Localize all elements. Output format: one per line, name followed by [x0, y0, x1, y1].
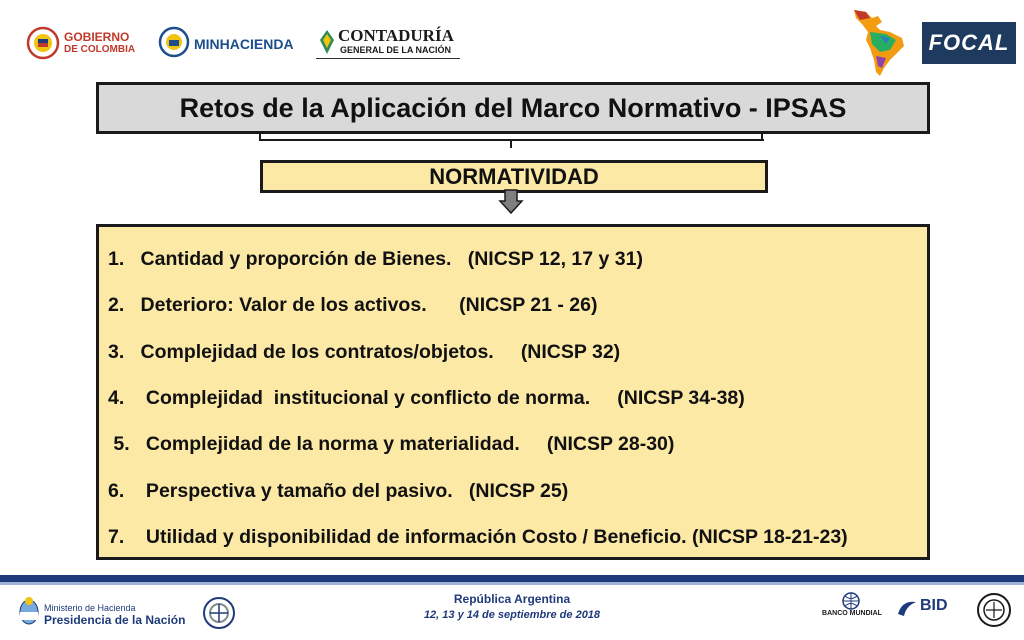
bid-mark-icon	[896, 598, 918, 623]
banco-mundial-label: BANCO MUNDIAL	[822, 610, 882, 617]
list-item: 1. Cantidad y proporción de Bienes. (NICSP 12, 17 y 31)	[108, 248, 643, 270]
footer-band-light	[0, 582, 1024, 585]
list-item: 3. Complejidad de los contratos/objetos. (NICSP 32)	[108, 341, 621, 363]
minhacienda-seal-icon	[158, 26, 190, 63]
contaduria-label: CONTADURÍA	[338, 26, 454, 45]
list-item: 7. Utilidad y disponibilidad de información Costo / Beneficio. (NICSP 18-21-23)	[108, 526, 848, 548]
imf-seal-icon	[976, 592, 1012, 633]
general-nacion-label: GENERAL DE LA NACIÓN	[340, 45, 452, 55]
presidencia-nacion-label: Presidencia de la Nación	[44, 613, 186, 627]
contaduria-mark-icon	[318, 28, 336, 61]
section-header: NORMATIVIDAD	[429, 163, 599, 189]
footer-band	[0, 575, 1024, 582]
minhacienda-label: MINHACIENDA	[194, 36, 294, 52]
gobierno-label: GOBIERNO	[64, 30, 130, 44]
bracket-connector	[258, 132, 764, 157]
footer-country: República Argentina	[453, 592, 571, 606]
list-item: 6. Perspectiva y tamaño del pasivo. (NICSP 25)	[108, 480, 569, 502]
footer-dates: 12, 13 y 14 de septiembre de 2018	[423, 609, 601, 621]
bid-label: BID	[920, 597, 948, 614]
list-item: 2. Deterioro: Valor de los activos. (NICSP 21 - 26)	[108, 294, 598, 316]
gobierno-colombia-seal-icon	[26, 26, 60, 65]
challenges-list	[96, 224, 930, 560]
down-arrow-icon	[498, 189, 524, 220]
list-item: 4. Complejidad institucional y conflicto de norma. (NICSP 34-38)	[108, 387, 745, 409]
page-title: Retos de la Aplicación del Marco Normativo - IPSAS	[179, 92, 847, 123]
list-item: 5. Complejidad de la norma y materialidad. (NICSP 28-30)	[108, 433, 675, 455]
ministerio-hacienda-label: Ministerio de Hacienda	[44, 603, 136, 613]
title-banner	[96, 82, 930, 134]
latin-america-map-icon	[850, 6, 910, 83]
contaduria-underline	[316, 58, 460, 59]
focal-logo: FOCAL	[922, 22, 1016, 64]
de-colombia-label: DE COLOMBIA	[64, 44, 136, 55]
